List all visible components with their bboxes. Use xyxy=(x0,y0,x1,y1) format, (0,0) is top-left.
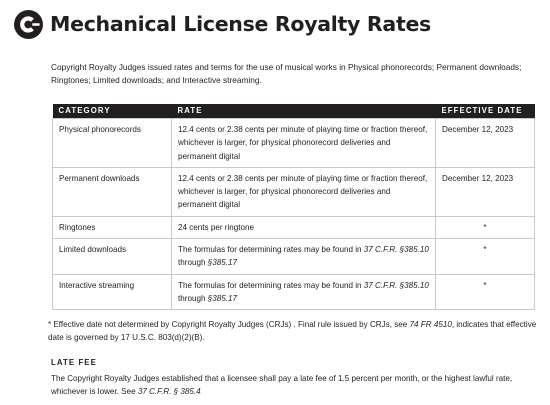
rate-cell: 12.4 cents or 2.38 cents per minute of playing time or fraction thereof, whichever is larger, for physical phonorecord deliveries and permanent digital xyxy=(172,167,436,216)
table-header-row xyxy=(53,104,535,119)
late-fee-heading: LATE FEE xyxy=(51,358,97,367)
effective-date-cell: * xyxy=(436,216,535,238)
category-cell: Ringtones xyxy=(53,216,172,238)
rate-cell: 24 cents per ringtone xyxy=(172,216,436,238)
page-title: Mechanical License Royalty Rates xyxy=(50,12,431,36)
rate-text: through xyxy=(178,293,208,303)
rate-text: The formulas for determining rates may be found in xyxy=(178,280,364,290)
category-cell: Physical phonorecords xyxy=(53,119,172,168)
table-row xyxy=(53,119,535,168)
late-fee-paragraph xyxy=(51,372,541,398)
table-row xyxy=(53,216,535,238)
footnote-text: * Effective date not determined by Copyright Royalty Judges (CRJs) . Final rule issued by CRJs, see xyxy=(48,320,410,329)
effective-date-cell: * xyxy=(436,239,535,275)
category-cell: Permanent downloads xyxy=(53,167,172,216)
rate-cell xyxy=(172,274,436,310)
column-header-category: CATEGORY xyxy=(53,104,172,119)
rate-cell: 12.4 cents or 2.38 cents per minute of playing time or fraction thereof, whichever is larger, for physical phonorecord deliveries and permanent digital xyxy=(172,119,436,168)
effective-date-cell: December 12, 2023 xyxy=(436,119,535,168)
table-row xyxy=(53,167,535,216)
effective-date-cell: December 12, 2023 xyxy=(436,167,535,216)
footnote xyxy=(48,318,538,344)
category-cell: Interactive streaming xyxy=(53,274,172,310)
late-fee-text: The Copyright Royalty Judges established that a licensee shall pay a late fee of 1.5 percent per month, or the highest lawful rate, whichever is lower. See xyxy=(51,374,513,396)
column-header-effective-date: EFFECTIVE DATE xyxy=(436,104,535,119)
cfr-citation: §385.17 xyxy=(207,293,237,303)
cfr-citation: 37 C.F.R. §385.10 xyxy=(363,280,429,290)
rate-text: The formulas for determining rates may be found in xyxy=(178,245,364,255)
rate-cell xyxy=(172,239,436,275)
effective-date-cell: * xyxy=(436,274,535,310)
page-header xyxy=(14,6,431,42)
cfr-citation: 37 C.F.R. §385.10 xyxy=(363,245,429,255)
category-cell: Limited downloads xyxy=(53,239,172,275)
cfr-citation: 37 C.F.R. § 385.4 xyxy=(137,387,201,396)
copyright-logo-icon xyxy=(14,10,43,39)
royalty-rates-table xyxy=(52,104,535,310)
rate-text: through xyxy=(178,258,208,268)
table-row xyxy=(53,239,535,275)
cfr-citation: §385.17 xyxy=(207,258,237,268)
federal-register-citation: 74 FR 4510 xyxy=(409,320,452,329)
footnote-text: , indicates that effective date is governed by 17 U.S.C. 803(d)(2)(B). xyxy=(48,320,537,342)
intro-paragraph: Copyright Royalty Judges issued rates and terms for the use of musical works in Physical phonorecords; Permanent downloads; Ringtones; Limited downloads; and Interactive streaming. xyxy=(51,62,522,85)
column-header-rate: RATE xyxy=(172,104,436,119)
table-row xyxy=(53,274,535,310)
